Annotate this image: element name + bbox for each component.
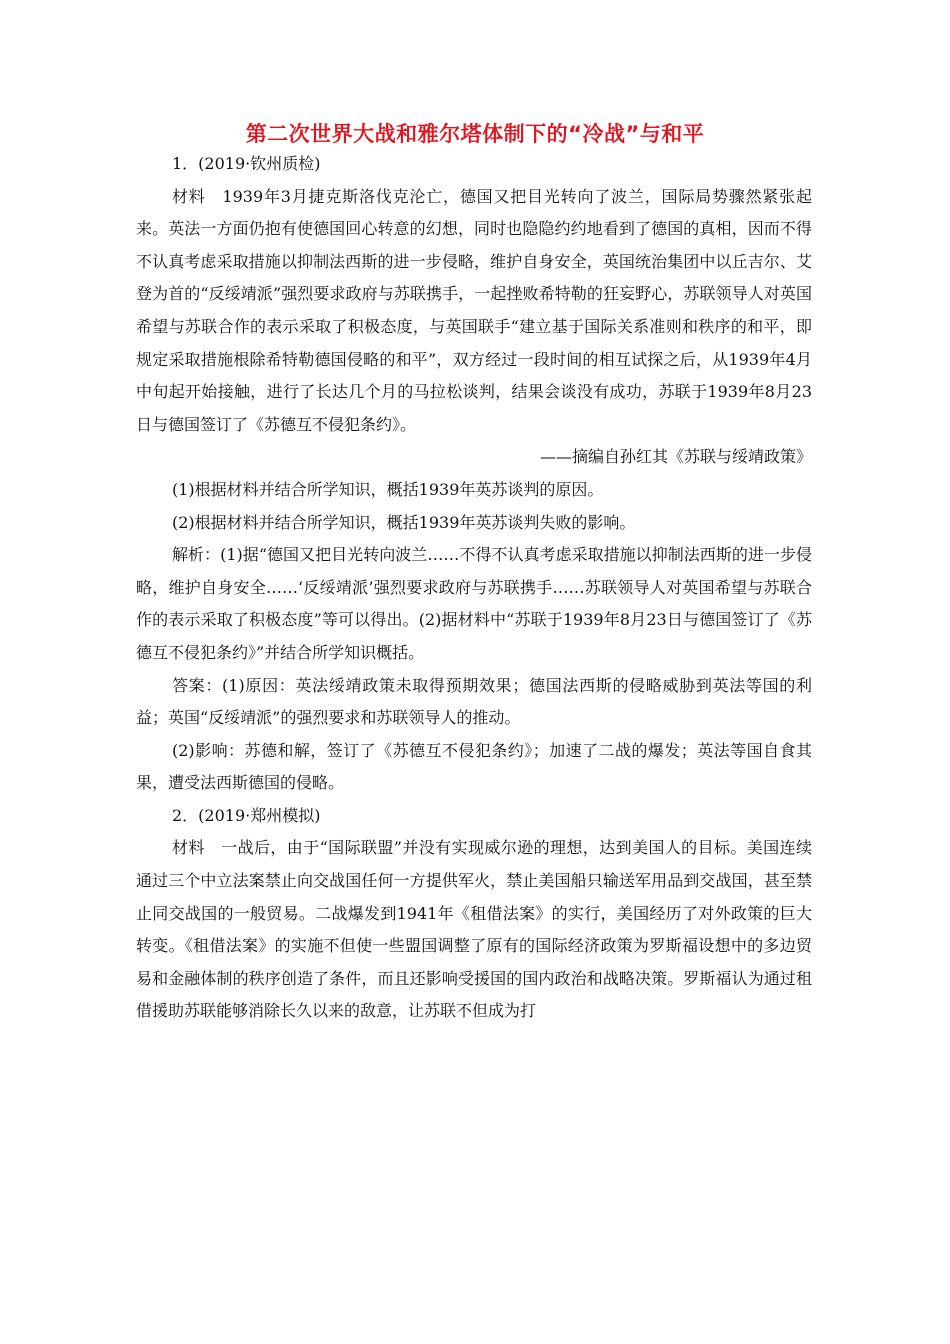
question-1-sub-1: (1)根据材料并结合所学知识，概括1939年英苏谈判的原因。 [172, 479, 604, 499]
question-1-answer-1: 答案：(1)原因：英法绥靖政策未取得预期效果；德国法西斯的侵略威胁到英法等国的利益；英国“反绥靖派”的强烈要求和苏联领导人的推动。 [136, 675, 812, 728]
question-2-material: 材料 一战后，由于“国际联盟”并没有实现威尔逊的理想，达到美国人的目标。美国连续通过三个中立法案禁止向交战国任何一方提供军火，禁止美国船只输送军用品到交战国，甚至禁止同交战国的一般贸易。二战爆发到1941年《租借法案》的实行，美国经历了对外政策的巨大转变。《租借法案》的实施不但使一些盟国调整了原有的国际经济政策为罗斯福设想中的多边贸易和金融体制的秩序创造了条件，而且还影响受援国的国内政治和战略决策。罗斯福认为通过租借援助苏联能够消除长久以来的敌意，让苏联不但成为打 [136, 838, 812, 1021]
question-1-analysis: 解析：(1)据“德国又把目光转向波兰……不得不认真考虑采取措施以抑制法西斯的进一步侵略，维护自身安全……‘反绥靖派’强烈要求政府与苏联携手……苏联领导人对英国希望与苏联合作的表示采取了积极态度”等可以得出。(2)据材料中“苏联于1939年8月23日与德国签订了《苏德互不侵犯条约》”并结合所学知识概括。 [136, 545, 812, 662]
question-1-answer-2: (2)影响：苏德和解，签订了《苏德互不侵犯条约》；加速了二战的爆发；英法等国自食其果，遭受法西斯德国的侵略。 [136, 740, 812, 793]
question-1-source: ——摘编自孙红其《苏联与绥靖政策》 [539, 447, 812, 467]
question-1-header: 1．(2019·钦州质检) [172, 154, 321, 173]
document-body [136, 148, 812, 1028]
question-2-header: 2．(2019·郑州模拟) [172, 805, 321, 825]
question-1-material: 材料 1939年3月捷克斯洛伐克沦亡，德国又把目光转向了波兰，国际局势骤然紧张起来。英法一方面仍抱有使德国回心转意的幻想，同时也隐隐约约地看到了德国的真相，因而不得不认真考虑采取措施以抑制法西斯的进一步侵略，维护自身安全，英国统治集团中以丘吉尔、艾登为首的“反绥靖派”强烈要求政府与苏联携手，一起挫败希特勒的狂妄野心，苏联领导人对英国希望与苏联合作的表示采取了积极态度，与英国联手“建立基于国际关系准则和秩序的和平，即规定采取措施根除希特勒德国侵略的和平”，双方经过一段时间的相互试探之后，从1939年4月中旬起开始接触，进行了长达几个月的马拉松谈判，结果会谈没有成功，苏联于1939年8月23日与德国签订了《苏德互不侵犯条约》。 [136, 186, 812, 434]
question-1-sub-2: (2)根据材料并结合所学知识，概括1939年英苏谈判失败的影响。 [172, 512, 636, 532]
document-title: 第二次世界大战和雅尔塔体制下的“冷战”与和平 [245, 122, 705, 146]
